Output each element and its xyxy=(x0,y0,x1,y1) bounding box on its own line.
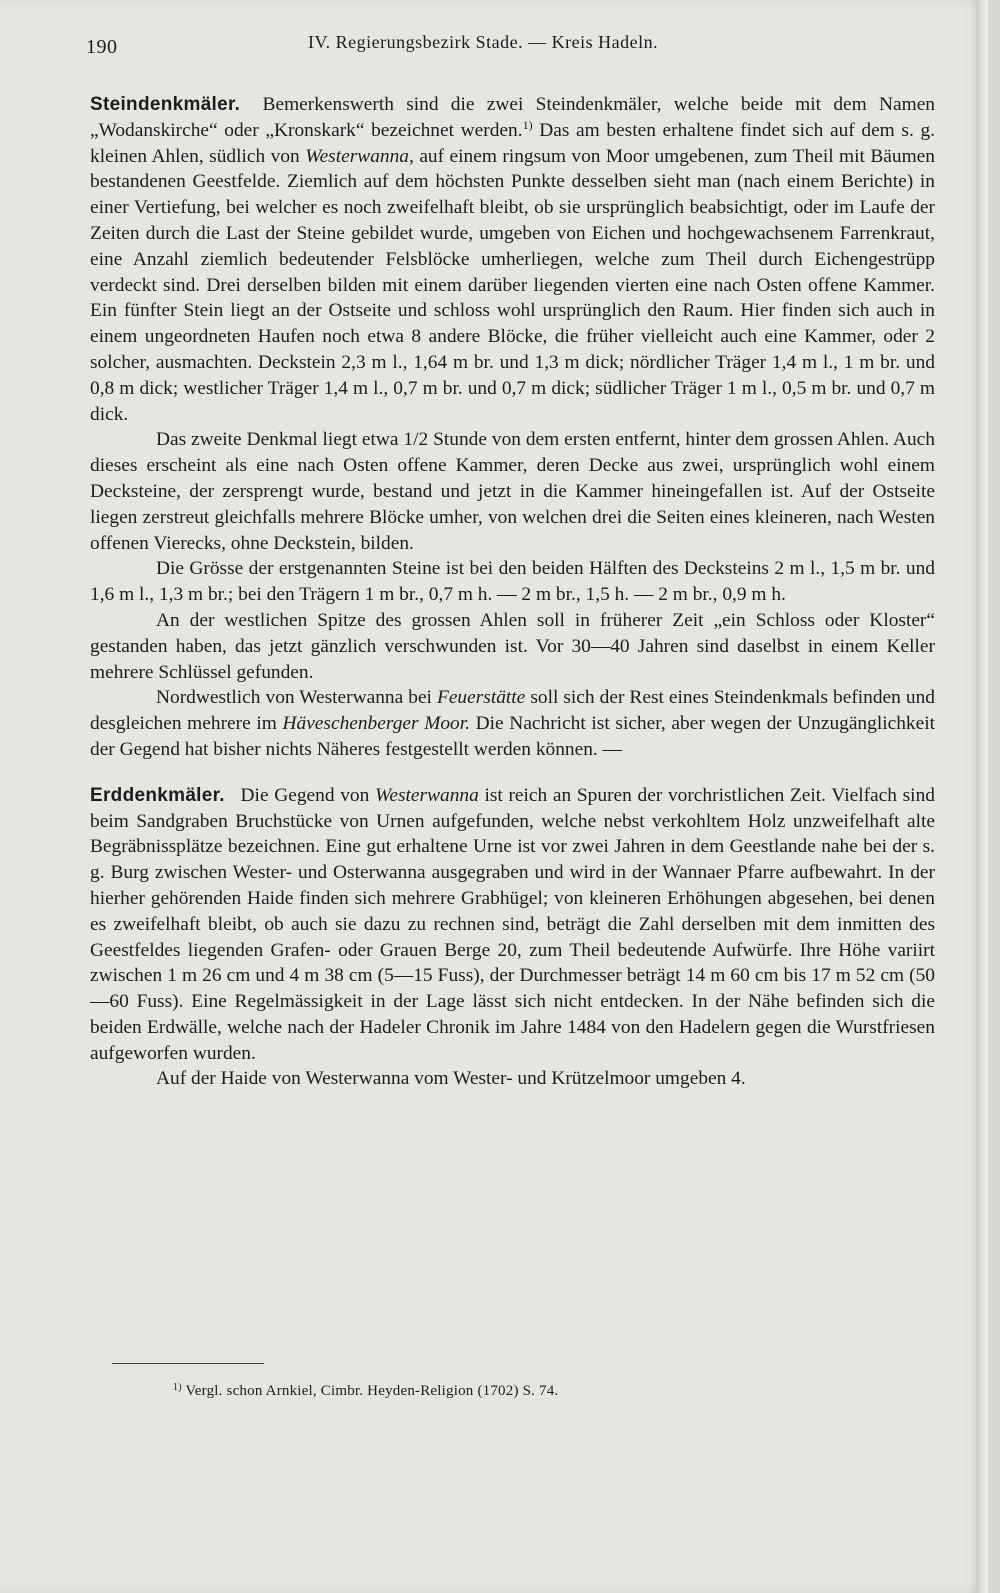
paragraph-text: Stunde von dem ersten entfernt, hinter dem grossen Ahlen. Auch dieses erscheint als eine nach Osten offene Kammer, deren Decke aus zwei, ursprünglich wohl einem Decksteine, der zersprengt wurde, bestand und jetzt in die Kammer hineingefallen ist. Auf der Ostseite liegen zerstreut gleichfalls mehrere Blöcke umher, von welchen drei die Seiten eines kleineren, nach Westen offenen Vierecks, ohne Deckstein, bilden. xyxy=(90,429,935,554)
paragraph-text: soll sich der Rest eines Steindenkmals befinden und desgleichen mehrere im xyxy=(90,687,935,735)
section-heading-steindenkmaeler: Steindenkmäler. xyxy=(90,94,241,115)
page-number: 190 xyxy=(86,36,118,58)
paragraph-text: Die Nachricht ist sicher, aber wegen der Unzugänglichkeit der Gegend hat bisher nichts Näheres festgestellt werden können. — xyxy=(90,713,935,760)
fraction: 1/2 xyxy=(403,429,429,451)
paragraph-text: Das am besten erhaltene findet sich auf dem s. g. kleinen Ahlen, südlich von xyxy=(90,119,935,167)
footnote-divider xyxy=(112,1363,264,1364)
paragraph: Die Grösse der erstgenannten Steine ist bei den beiden Hälften des Decksteins 2 m l., 1,5 m br. und 1,6 m l., 1,3 m br.; bei den Trägern 1 m br., 0,7 m h. — 2 m br., 1,5 h. — 2 m br., 0,9 m h. xyxy=(90,558,935,606)
paragraph-text: auf einem ringsum von Moor umgebenen, zum Theil mit Bäumen bestandenen Geestfelde. Ziemlich auf dem höchsten Punkte desselben sieht man (nach einem Berichte) in einer Vertiefung, bei welcher es noch zweifelhaft bleibt, ob sie ursprünglich beabsichtigt, oder im Laufe der Zeiten durch die Last der Steine gebildet wurde, umgeben von Eichen und hochgewachsenem Farrenkraut, eine Anzahl ziemlich bedeutender Felsblöcke umherliegen, welche zum Theil durch Eichengestrüpp verdeckt sind. Drei derselben bilden mit einem darüber liegenden vierten eine nach Osten offene Kammer. Ein fünfter Stein liegt an der Ostseite und schloss wohl ursprünglich den Raum. Hier finden sich auch in einem ungeordneten Haufen noch etwa 8 andere Blöcke, die früher vielleicht auch eine Kammer, oder 2 solcher, ausmachten. Deckstein 2,3 m l., 1,64 m br. und 1,3 m dick; nördlicher Träger 1,4 m l., 1 m br. und 0,8 m dick; westlicher Träger 1,4 m l., 0,7 m br. und 0,7 m dick; südlicher Träger 1 m l., 0,5 m br. und 0,7 m dick. xyxy=(90,145,935,425)
place-name: Häveschenberger Moor. xyxy=(282,713,470,735)
section-heading-erddenkmaeler: Erddenkmäler. xyxy=(90,784,225,806)
page-body xyxy=(90,92,935,1092)
paragraph xyxy=(90,427,935,556)
footnote-text: Vergl. schon Arnkiel, Cimbr. Heyden-Religion (1702) S. 74. xyxy=(185,1383,559,1399)
paragraph-text: Das zweite Denkmal liegt etwa xyxy=(156,429,399,451)
paragraph xyxy=(90,685,935,762)
paragraph-text: Die Gegend von xyxy=(240,784,370,806)
paragraph-text: Nordwestlich von Westerwanna bei xyxy=(156,687,432,709)
place-name: Westerwanna xyxy=(375,784,479,806)
paragraph-text: ist reich an Spuren der vorchristlichen Zeit. Vielfach sind beim Sandgraben Bruchstücke von Urnen aufgefunden, welche nebst verkohltem Holz unzweifelhaft alte Begräbnissplätze bezeichnen. Eine gut erhaltene Urne ist vor zwei Jahren in dem Geestlande nahe bei der s. g. Burg zwischen Wester- und Osterwanna ausgegraben und wird in der Wannaer Pfarre aufbewahrt. In der hierher gehörenden Haide finden sich mehrere Grabhügel; von kleineren Erhöhungen abgesehen, bei denen es zweifelhaft bleibt, ob auch sie dazu zu rechnen sind, beträgt die Zahl derselben mit dem inmitten des Geestfeldes liegenden Grafen- oder Grauen Berge 20, zum Theil bedeutende Aufwürfe. Ihre Höhe variirt zwischen 1 m 26 cm und 4 m 38 cm (5—15 Fuss), der Durchmesser beträgt 14 m 60 cm bis 17 m 52 cm (50—60 Fuss). Eine Regelmässigkeit in der Lage lässt sich nicht entdecken. In der Nähe befinden sich die beiden Erdwälle, welche nach der Hadeler Chronik im Jahre 1484 von den Hadelern gegen die Wurstfriesen aufgeworfen wurden. xyxy=(90,784,935,1064)
paragraph xyxy=(90,92,935,427)
running-head: IV. Regierungsbezirk Stade. — Kreis Hadeln. xyxy=(308,32,659,52)
place-name: Westerwanna, xyxy=(305,145,414,167)
footnote xyxy=(173,1383,873,1400)
paragraph xyxy=(90,783,935,1067)
paragraph: An der westlichen Spitze des grossen Ahlen soll in früherer Zeit „ein Schloss oder Kloster“ gestanden haben, das jetzt gänzlich verschwunden ist. Vor 30—40 Jahren sind daselbst in einem Keller mehrere Schlüssel gefunden. xyxy=(90,609,935,683)
paragraph-text: Bemerkenswerth sind die zwei Steindenkmäler, welche beide mit dem Namen „Wodanskirche“ oder „Kronskark“ bezeichnet werden. xyxy=(90,94,935,141)
paragraph: Auf der Haide von Westerwanna vom Wester- und Krützelmoor umgeben 4. xyxy=(156,1068,746,1090)
place-name: Feuerstätte xyxy=(436,687,526,709)
footnote-reference: 1) xyxy=(522,117,533,132)
footnote-marker: 1) xyxy=(173,1382,182,1393)
page-edge-shadow xyxy=(976,0,988,1593)
